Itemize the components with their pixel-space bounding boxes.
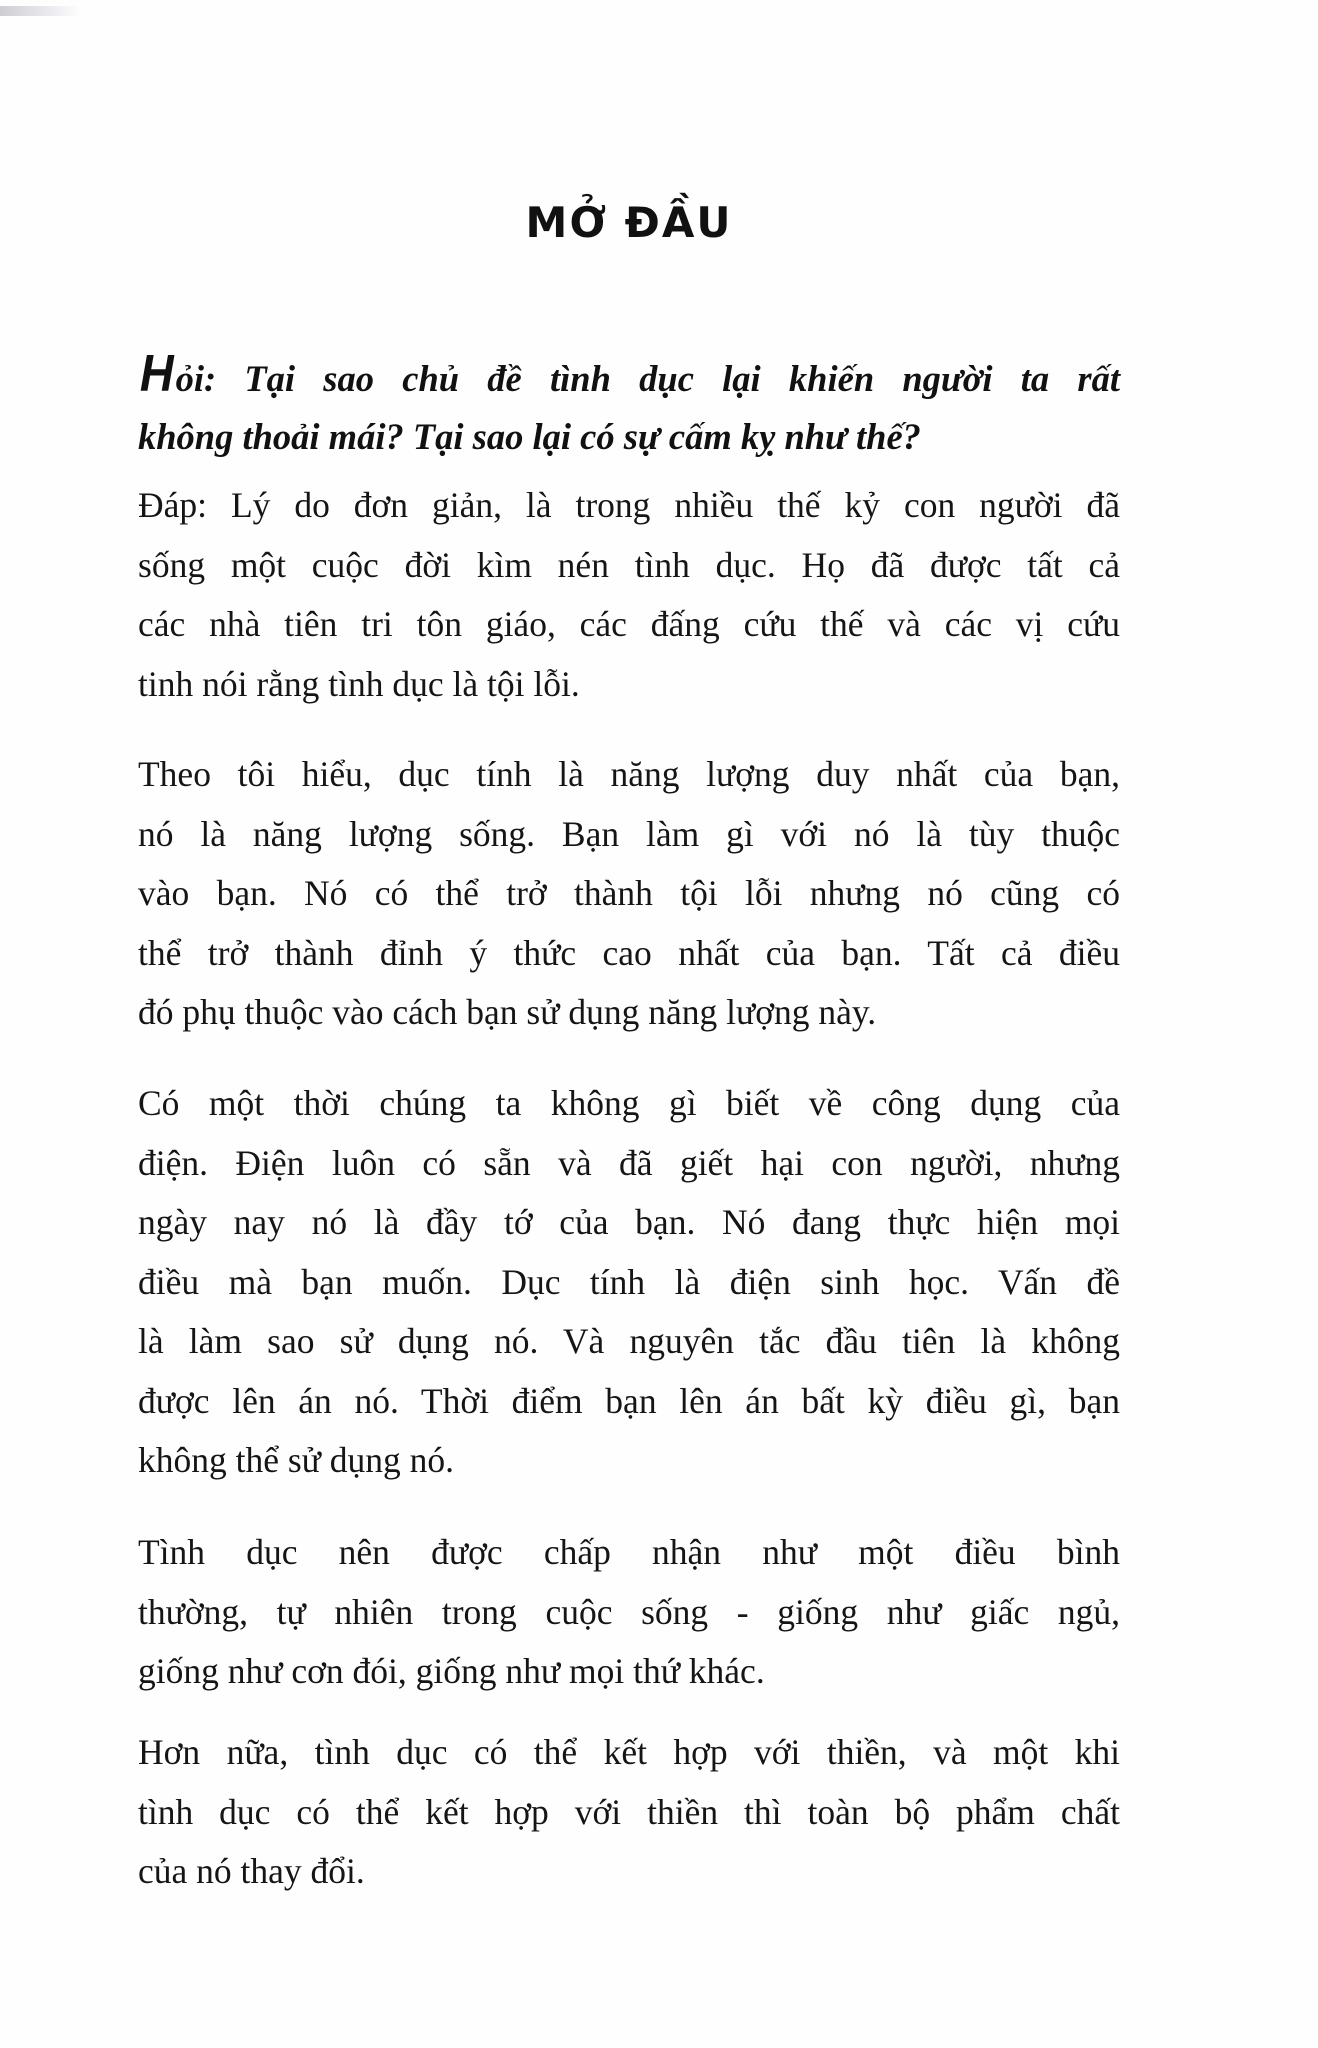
paragraph-energy xyxy=(138,745,1120,1043)
text-line: Hơn nữa, tình dục có thể kết hợp với thiền, và một khi xyxy=(138,1732,1120,1772)
paragraph-electricity xyxy=(138,1074,1120,1491)
chapter-title: MỞ ĐẦU xyxy=(525,198,733,247)
text-line: tinh nói rằng tình dục là tội lỗi. xyxy=(138,663,580,704)
drop-cap: H xyxy=(139,345,174,403)
text-line: điều mà bạn muốn. Dục tính là điện sinh học. Vấn đề xyxy=(138,1261,1120,1302)
text-line: vào bạn. Nó có thể trở thành tội lỗi nhưng nó cũng có xyxy=(138,873,1120,913)
text-line: Theo tôi hiểu, dục tính là năng lượng duy nhất của bạn, xyxy=(138,754,1120,794)
text-line: các nhà tiên tri tôn giáo, các đấng cứu thế và các vị cứu xyxy=(138,604,1120,644)
text-line: Có một thời chúng ta không gì biết về công dụng của xyxy=(138,1083,1120,1123)
text-line: đó phụ thuộc vào cách bạn sử dụng năng lượng này. xyxy=(138,992,877,1032)
text-line: Đáp: Lý do đơn giản, là trong nhiều thế kỷ con người đã xyxy=(138,485,1120,525)
text-line: không thể sử dụng nó. xyxy=(138,1440,455,1480)
text-line: điện. Điện luôn có sẵn và đã giết hại con người, nhưng xyxy=(138,1142,1120,1183)
paragraph-answer xyxy=(138,476,1120,714)
question-line: không thoải mái? Tại sao lại có sự cấm kỵ như thế? xyxy=(138,416,921,457)
text-line: ngày nay nó là đầy tớ của bạn. Nó đang thực hiện mọi xyxy=(138,1202,1120,1242)
text-line: tình dục có thể kết hợp với thiền thì toàn bộ phẩm chất xyxy=(138,1791,1120,1832)
text-line: thể trở thành đỉnh ý thức cao nhất của bạn. Tất cả điều xyxy=(138,932,1120,973)
paragraph-meditation xyxy=(138,1723,1120,1902)
text-line: của nó thay đổi. xyxy=(138,1851,365,1891)
text-line: được lên án nó. Thời điểm bạn lên án bất kỳ điều gì, bạn xyxy=(138,1380,1120,1421)
text-line: giống như cơn đói, giống như mọi thứ khác. xyxy=(138,1651,765,1691)
text-line: nó là năng lượng sống. Bạn làm gì với nó là tùy thuộc xyxy=(138,813,1120,854)
text-line: là làm sao sử dụng nó. Và nguyên tắc đầu tiên là không xyxy=(138,1321,1120,1361)
question-line: Hỏi: Tại sao chủ đề tình dục lại khiến người ta rất xyxy=(139,345,1120,403)
text-line: sống một cuộc đời kìm nén tình dục. Họ đã được tất cả xyxy=(138,544,1120,585)
text-line: thường, tự nhiên trong cuộc sống - giống như giấc ngủ, xyxy=(138,1591,1120,1632)
paragraph-acceptance xyxy=(138,1523,1120,1702)
question-block xyxy=(138,345,1120,466)
text-line: Tình dục nên được chấp nhận như một điều bình xyxy=(138,1532,1120,1572)
scan-edge-artifact xyxy=(0,6,80,16)
